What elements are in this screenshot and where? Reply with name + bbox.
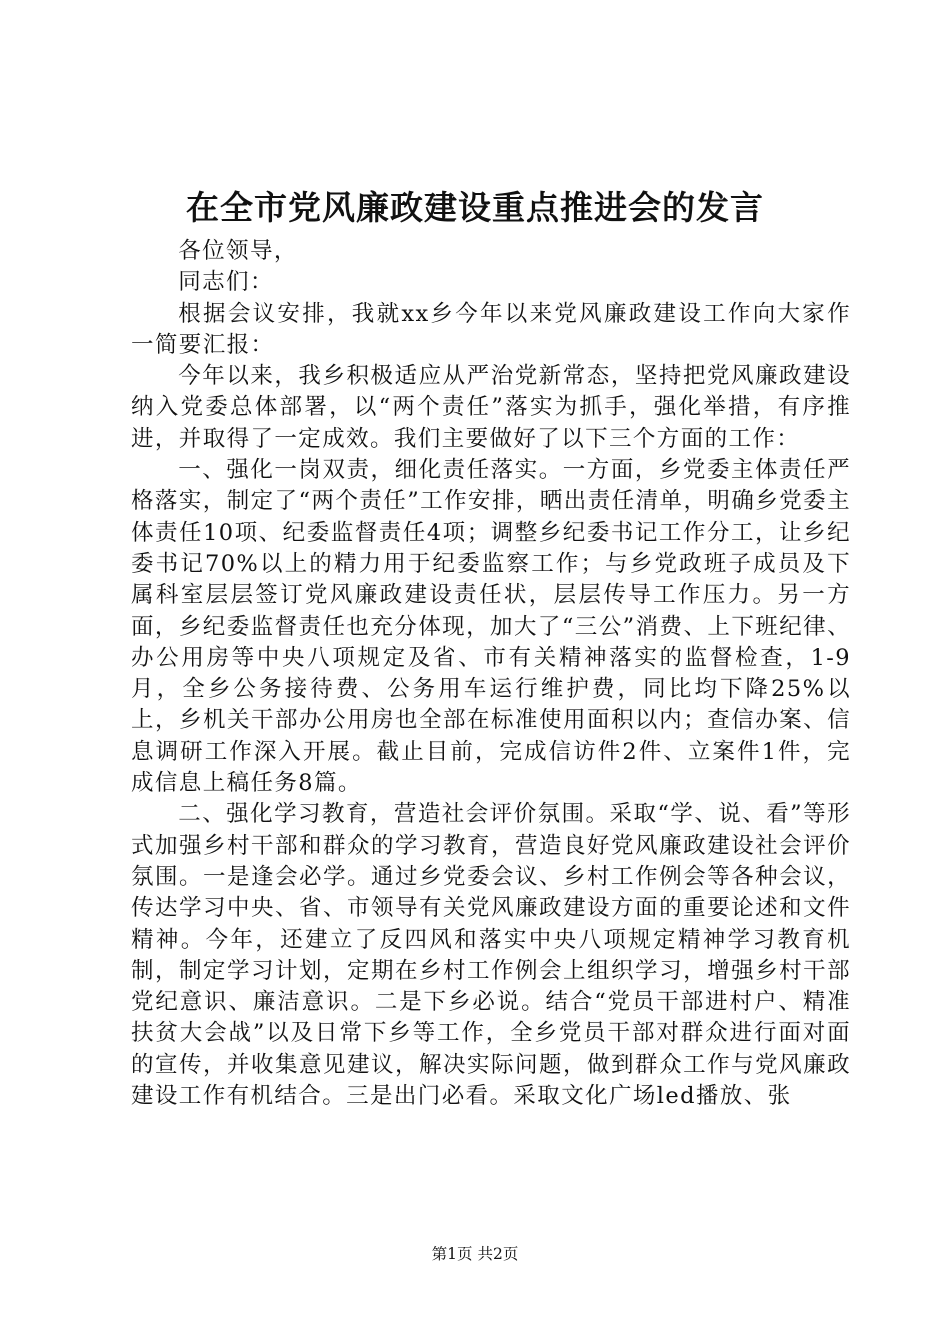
paragraph-overview: 今年以来，我乡积极适应从严治党新常态，坚持把党风廉政建设纳入党委总体部署，以“两个责任”落实为抓手，强化举措，有序推进，并取得了一定成效。我们主要做好了以下三个方面的工作：	[131, 363, 851, 452]
document-title: 在全市党风廉政建设重点推进会的发言	[186, 188, 764, 227]
document-body	[131, 236, 851, 1112]
salutation-comrades: 同志们：	[178, 269, 274, 296]
salutation-leaders: 各位领导，	[178, 238, 298, 264]
page-footer: 第1页 共2页	[431, 1245, 519, 1263]
paragraph-section-one: 一、强化一岗双责，细化责任落实。一方面，乡党委主体责任严格落实，制定了“两个责任”工作安排，晒出责任清单，明确乡党委主体责任10项、纪委监督责任4项；调整乡纪委书记工作分工，让乡纪委书记70%以上的精力用于纪委监察工作；与乡党政班子成员及下属科室层层签订党风廉政建设责任状，层层传导工作压力。另一方面，乡纪委监督责任也充分体现，加大了“三公”消费、上下班纪律、办公用房等中央八项规定及省、市有关精神落实的监督检查，1-9月，全乡公务接待费、公务用车运行维护费，同比均下降25%以上，乡机关干部办公用房也全部在标准使用面积以内；查信办案、信息调研工作深入开展。截止目前，完成信访件2件、立案件1件，完成信息上稿任务8篇。	[131, 457, 851, 797]
paragraph-intro: 根据会议安排，我就xx乡今年以来党风廉政建设工作向大家作一简要汇报：	[131, 300, 851, 358]
paragraph-section-two: 二、强化学习教育，营造社会评价氛围。采取“学、说、看”等形式加强乡村干部和群众的学习教育，营造良好党风廉政建设社会评价氛围。一是逢会必学。通过乡党委会议、乡村工作例会等各种会议，传达学习中央、省、市领导有关党风廉政建设方面的重要论述和文件精神。今年，还建立了反四风和落实中央八项规定精神学习教育机制，制定学习计划，定期在乡村工作例会上组织学习，增强乡村干部党纪意识、廉洁意识。二是下乡必说。结合“党员干部进村户、精准扶贫大会战”以及日常下乡等工作，全乡党员干部对群众进行面对面的宣传，并收集意见建议，解决实际问题，做到群众工作与党风廉政建设工作有机结合。三是出门必看。采取文化广场led播放、张	[131, 801, 851, 1110]
